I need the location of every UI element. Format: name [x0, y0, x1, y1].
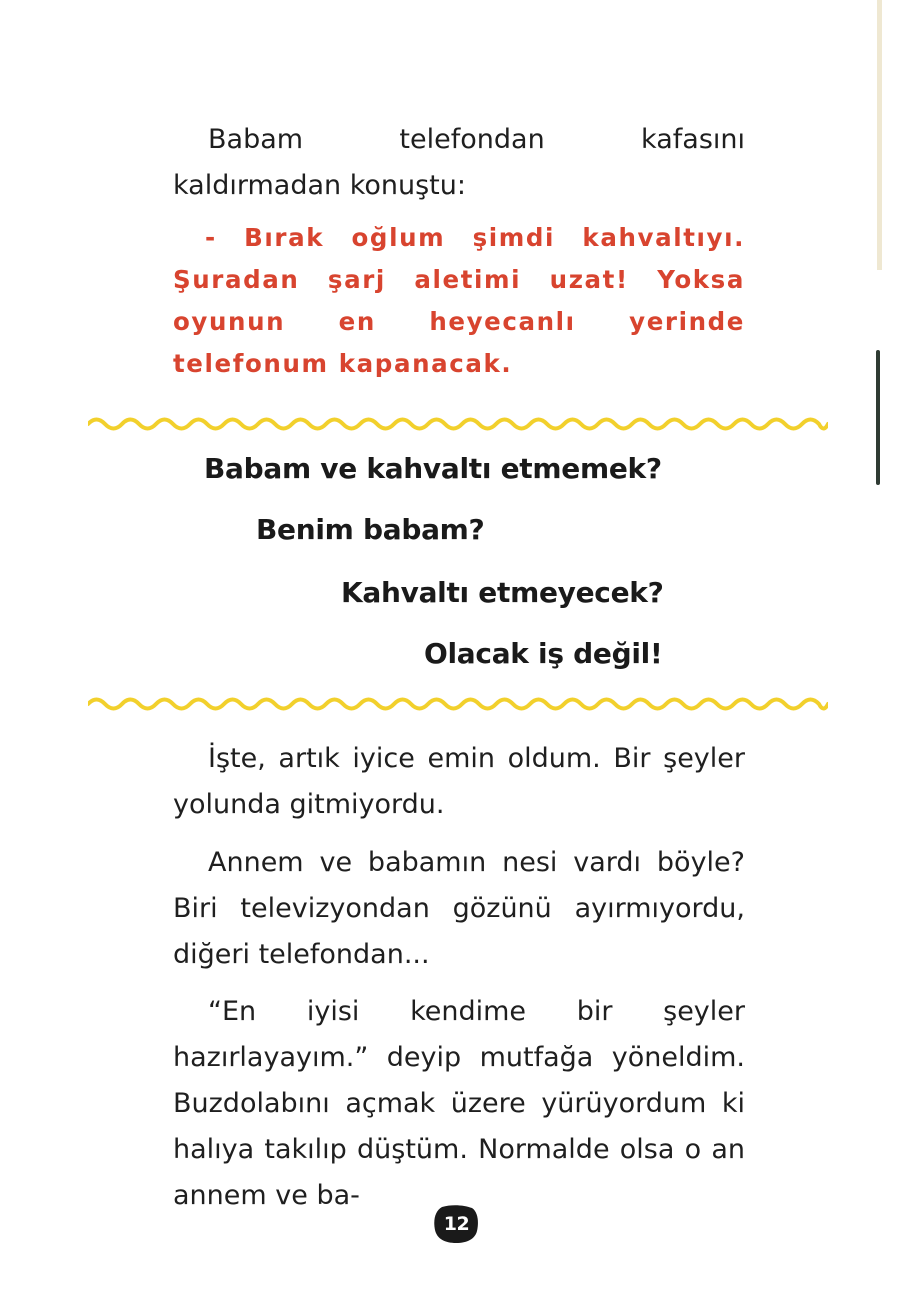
- highlight-line: Babam ve kahvaltı etmemek?: [204, 452, 662, 485]
- wavy-divider-bottom: [88, 692, 828, 716]
- paragraph-parents: Annem ve babamın nesi vardı böyle? Biri televizyondan gözünü ayırmıyordu, diğeri telefondan...: [173, 847, 745, 970]
- wavy-divider-top: [88, 412, 828, 436]
- highlight-line: Olacak iş değil!: [424, 637, 663, 670]
- dialogue-father: - Bırak oğlum şimdi kahvaltıyı. Şuradan şarj aletimi uzat! Yoksa oyunun en heyecanlı yerinde telefonum kapanacak.: [173, 223, 745, 378]
- paragraph-realization: İşte, artık iyice emin oldum. Bir şeyler yolunda gitmiyordu.: [173, 743, 745, 820]
- highlight-line: Kahvaltı etmeyecek?: [341, 576, 664, 609]
- paragraph-kitchen: “En iyisi kendime bir şeyler hazırlayayım.” deyip mutfağa yöneldim. Buzdolabını açmak üzere yürüyordum ki halıya takılıp düştüm. Normalde olsa o an annem ve ba-: [173, 996, 745, 1211]
- page-number-badge: [434, 1204, 479, 1244]
- page-number: 12: [443, 1213, 470, 1235]
- page-edge-mark: [876, 350, 880, 485]
- page-edge-strip: [877, 0, 882, 270]
- highlight-line: Benim babam?: [256, 513, 485, 546]
- paragraph-intro: Babam telefondan kafasını kaldırmadan konuştu:: [173, 124, 745, 201]
